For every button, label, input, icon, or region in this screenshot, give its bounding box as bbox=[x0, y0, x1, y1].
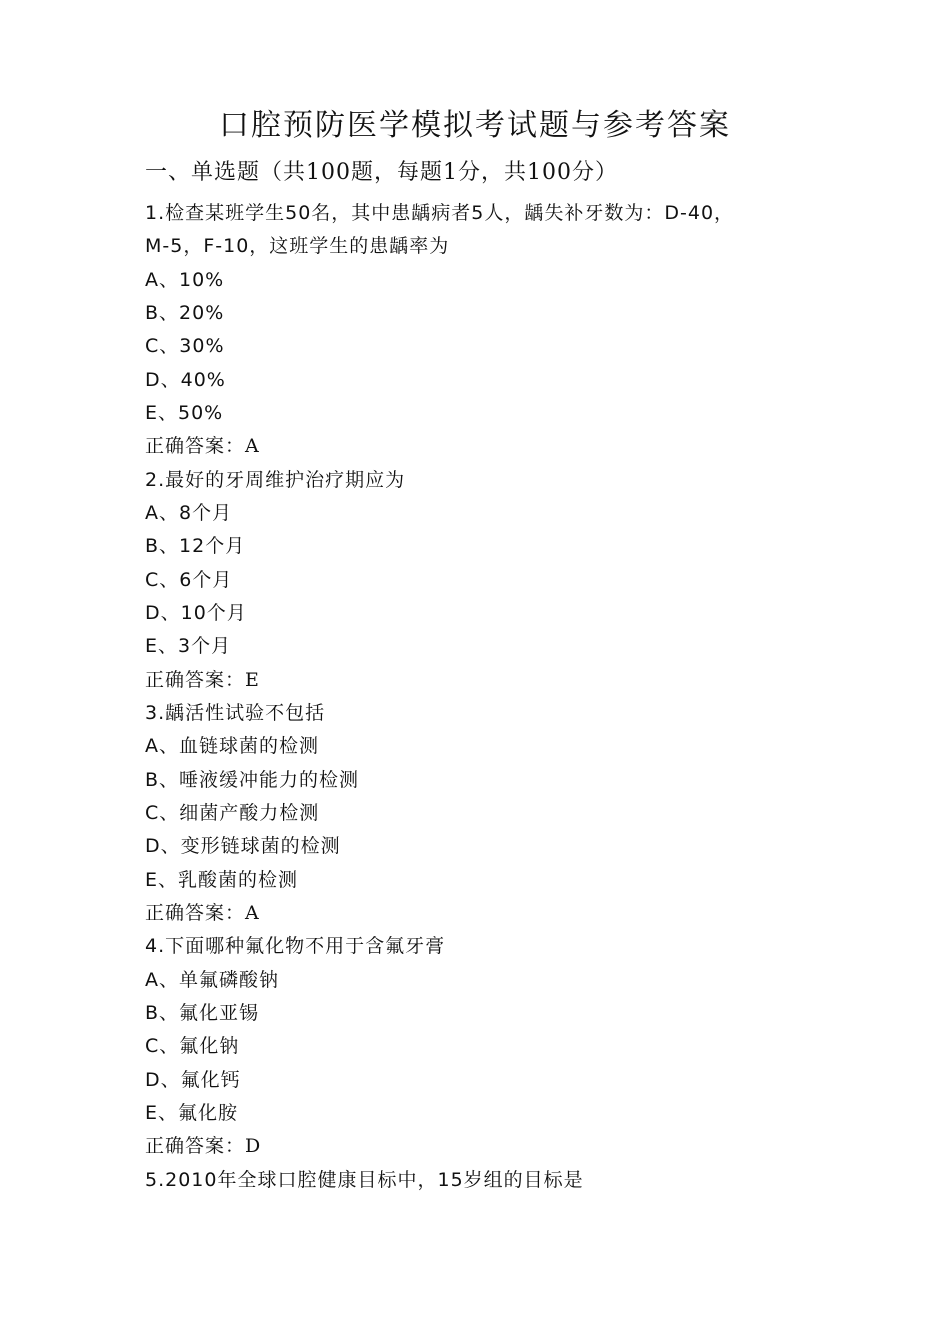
question-3-option-a: A、血链球菌的检测 bbox=[145, 735, 319, 757]
question-4-answer: 正确答案：D bbox=[145, 1135, 262, 1157]
question-3-option-e: E、乳酸菌的检测 bbox=[145, 869, 299, 891]
question-1-option-b: B、20% bbox=[145, 302, 225, 324]
question-2-option-a: A、8个月 bbox=[145, 502, 233, 524]
question-2-option-d: D、10个月 bbox=[145, 602, 247, 624]
question-4-option-e: E、氟化胺 bbox=[145, 1102, 239, 1124]
question-3-option-c: C、细菌产酸力检测 bbox=[145, 802, 320, 824]
question-3-option-b: B、唾液缓冲能力的检测 bbox=[145, 769, 360, 791]
question-1-option-a: A、10% bbox=[145, 269, 225, 291]
question-2-answer: 正确答案：E bbox=[145, 669, 260, 691]
question-4-option-b: B、氟化亚锡 bbox=[145, 1002, 260, 1024]
question-2-option-e: E、3个月 bbox=[145, 635, 232, 657]
question-2-option-c: C、6个月 bbox=[145, 569, 233, 591]
question-1-option-c: C、30% bbox=[145, 335, 225, 357]
question-2-option-b: B、12个月 bbox=[145, 535, 246, 557]
question-1-stem-line1: 1.检查某班学生50名，其中患龋病者5人，龋失补牙数为：D-40， bbox=[145, 202, 735, 224]
question-4-stem-line1: 4.下面哪种氟化物不用于含氟牙膏 bbox=[145, 935, 446, 957]
question-3-stem-line1: 3.龋活性试验不包括 bbox=[145, 702, 326, 724]
question-2-stem-line1: 2.最好的牙周维护治疗期应为 bbox=[145, 469, 406, 491]
section-heading: 一、单选题（共100题，每题1分，共100分） bbox=[145, 160, 618, 185]
document-title: 口腔预防医学模拟考试题与参考答案 bbox=[219, 108, 731, 143]
question-1-option-e: E、50% bbox=[145, 402, 224, 424]
question-3-answer: 正确答案：A bbox=[145, 902, 260, 924]
question-5-stem-line1: 5.2010年全球口腔健康目标中，15岁组的目标是 bbox=[145, 1169, 584, 1191]
question-3-option-d: D、变形链球菌的检测 bbox=[145, 835, 341, 857]
question-4-option-d: D、氟化钙 bbox=[145, 1069, 241, 1091]
question-1-answer: 正确答案：A bbox=[145, 435, 260, 457]
question-1-option-d: D、40% bbox=[145, 369, 226, 391]
question-1-stem-line2: M-5，F-10，这班学生的患龋率为 bbox=[145, 235, 450, 257]
question-4-option-c: C、氟化钠 bbox=[145, 1035, 240, 1057]
question-4-option-a: A、单氟磷酸钠 bbox=[145, 969, 279, 991]
